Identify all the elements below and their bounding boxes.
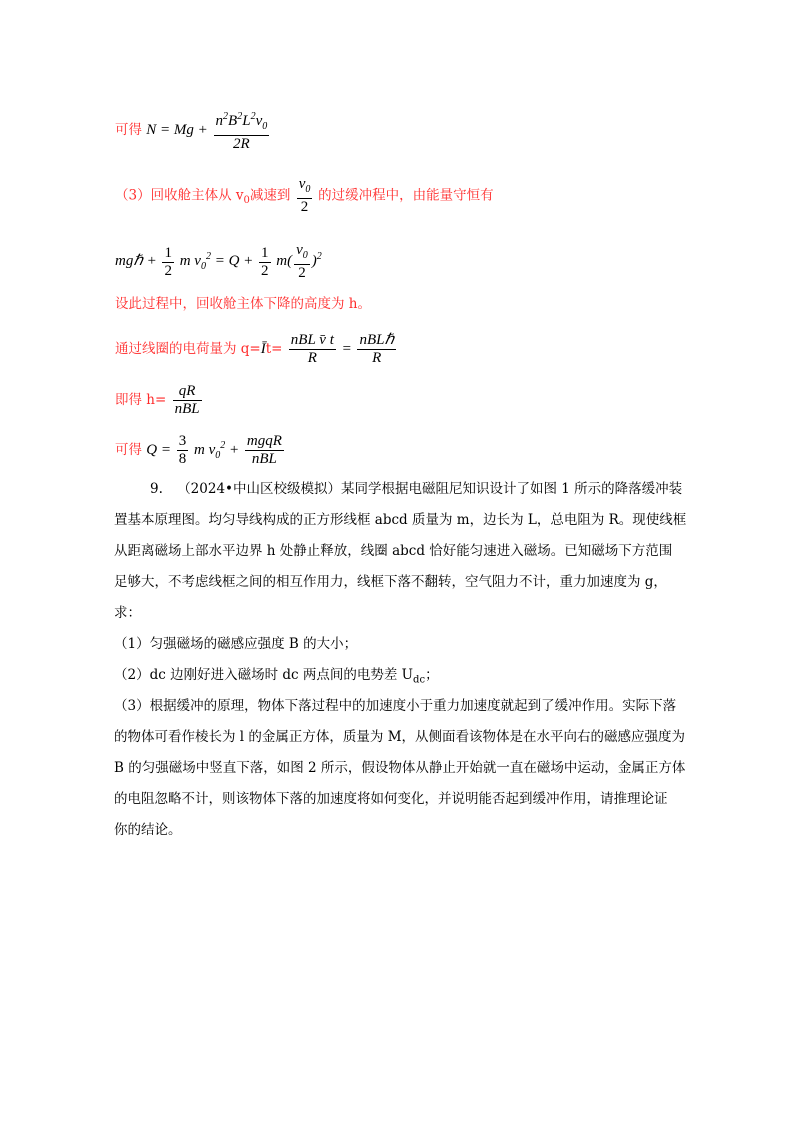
charge-label: 通过线圈的电荷量为 q= — [115, 340, 261, 357]
result-label: 可得 — [115, 121, 142, 138]
fraction: $\frac{n^2B^2L^2v_0}{2R}$ — [214, 108, 270, 153]
math-expr — [171, 383, 204, 417]
intro-sub: 0 — [243, 195, 250, 207]
q2-text: （2）dc 边刚好进入磁场时 dc 两点间的电势差 U — [114, 667, 414, 683]
Q-equation — [115, 433, 286, 468]
problem-9-line-5: 求： — [114, 605, 141, 621]
problem-text: （2024•中山区校级模拟）某同学根据电磁阻尼知识设计了如图 1 所示的降落缓冲装 — [177, 481, 683, 497]
question-3-line-3: B 的匀强磁场中竖直下落，如图 2 所示，假设物体从静止开始就一直在磁场中运动，金属正方体 — [114, 760, 686, 776]
fraction: $\frac{1}{2}$ — [261, 244, 269, 279]
so-label: 即得 h= — [115, 391, 167, 408]
question-3-line-1: （3）根据缓冲的原理，物体下落过程中的加速度小于重力加速度就起到了缓冲作用。实际下落 — [114, 698, 677, 714]
fraction: $\frac{1}{2}$ — [164, 244, 172, 279]
fraction: $\frac{qR}{\text{nBL}}$ — [174, 383, 200, 417]
math-expr: Q = $\frac{3}{8}$ m $v_0^2$ + $\frac{\text{mgqR}}{\text{nBL}}$ — [146, 433, 282, 467]
math-expr — [295, 176, 318, 215]
result-label: 可得 — [115, 441, 142, 458]
part3-intro — [115, 176, 494, 216]
fraction: $\frac{3}{8}$ — [178, 433, 187, 467]
problem-9-line-2: 置基本原理图。均匀导线构成的正方形线框 abcd 质量为 m，边长为 L，总电阻为 R。现使线框 — [114, 512, 687, 528]
intro-suffix: 的过缓冲程中，由能量守恒有 — [318, 187, 494, 204]
fraction: $\frac{v_0}{2}$ — [296, 242, 308, 281]
question-3-line-4: 的电阻忽略不计，则该物体下落的加速度将如何变化，并说明能否起到缓冲作用，请推理论证 — [114, 791, 668, 807]
math-expr: mgℏ + $\frac{1}{2}$ m $v_0^2 = Q$ + $\frac{1}{2}$ m( $\frac{v_0}{2}$ )$^2$ — [115, 242, 322, 281]
intro-mid: 减速到 — [249, 187, 291, 204]
fraction: $\frac{\text{nBL v̄ t}}{R}$ — [290, 332, 334, 366]
question-3-line-2: 的物体可看作棱长为 l 的金属正方体，质量为 M，从侧面看该物体是在水平向右的磁感应强度为 — [114, 729, 686, 745]
height-text: 设此过程中，回收舱主体下降的高度为 h。 — [115, 296, 371, 312]
question-3-line-5: 你的结论。 — [114, 822, 182, 838]
q2-sub: dc — [413, 674, 426, 686]
result-N-equation — [115, 108, 271, 153]
charge-equation — [115, 332, 398, 367]
fraction: $\frac{v_0}{2}$ — [298, 176, 311, 215]
fraction: $\frac{\text{mgqR}}{\text{nBL}}$ — [246, 433, 282, 467]
energy-equation — [115, 242, 322, 282]
problem-number: 9. — [150, 481, 163, 497]
question-1: （1）匀强磁场的磁感应强度 B 的大小； — [114, 636, 358, 652]
problem-9-line-1 — [150, 474, 682, 505]
charge-t: t= — [265, 340, 283, 357]
q2-suffix: ； — [425, 667, 439, 683]
h-equation — [115, 383, 204, 418]
math-expr: $\frac{\text{nBL v̄ t}}{R}$ = $\frac{\text{nBLℏ}}{R}$ — [290, 332, 394, 366]
math-expr: Ī — [260, 340, 266, 357]
intro-prefix: （3）回收舱主体从 v — [115, 187, 244, 204]
problem-9-line-3: 从距离磁场上部水平边界 h 处静止释放，线圈 abcd 恰好能匀速进入磁场。已知磁场下方范围 — [114, 543, 673, 559]
fraction: $\frac{\text{nBLℏ}}{R}$ — [359, 332, 394, 366]
math-expr: N = Mg + $\frac{n^2B^2L^2v_0}{2R}$ — [146, 122, 271, 138]
problem-9-line-4: 足够大，不考虑线框之间的相互作用力，线框下落不翻转，空气阻力不计，重力加速度为 g， — [114, 574, 667, 590]
